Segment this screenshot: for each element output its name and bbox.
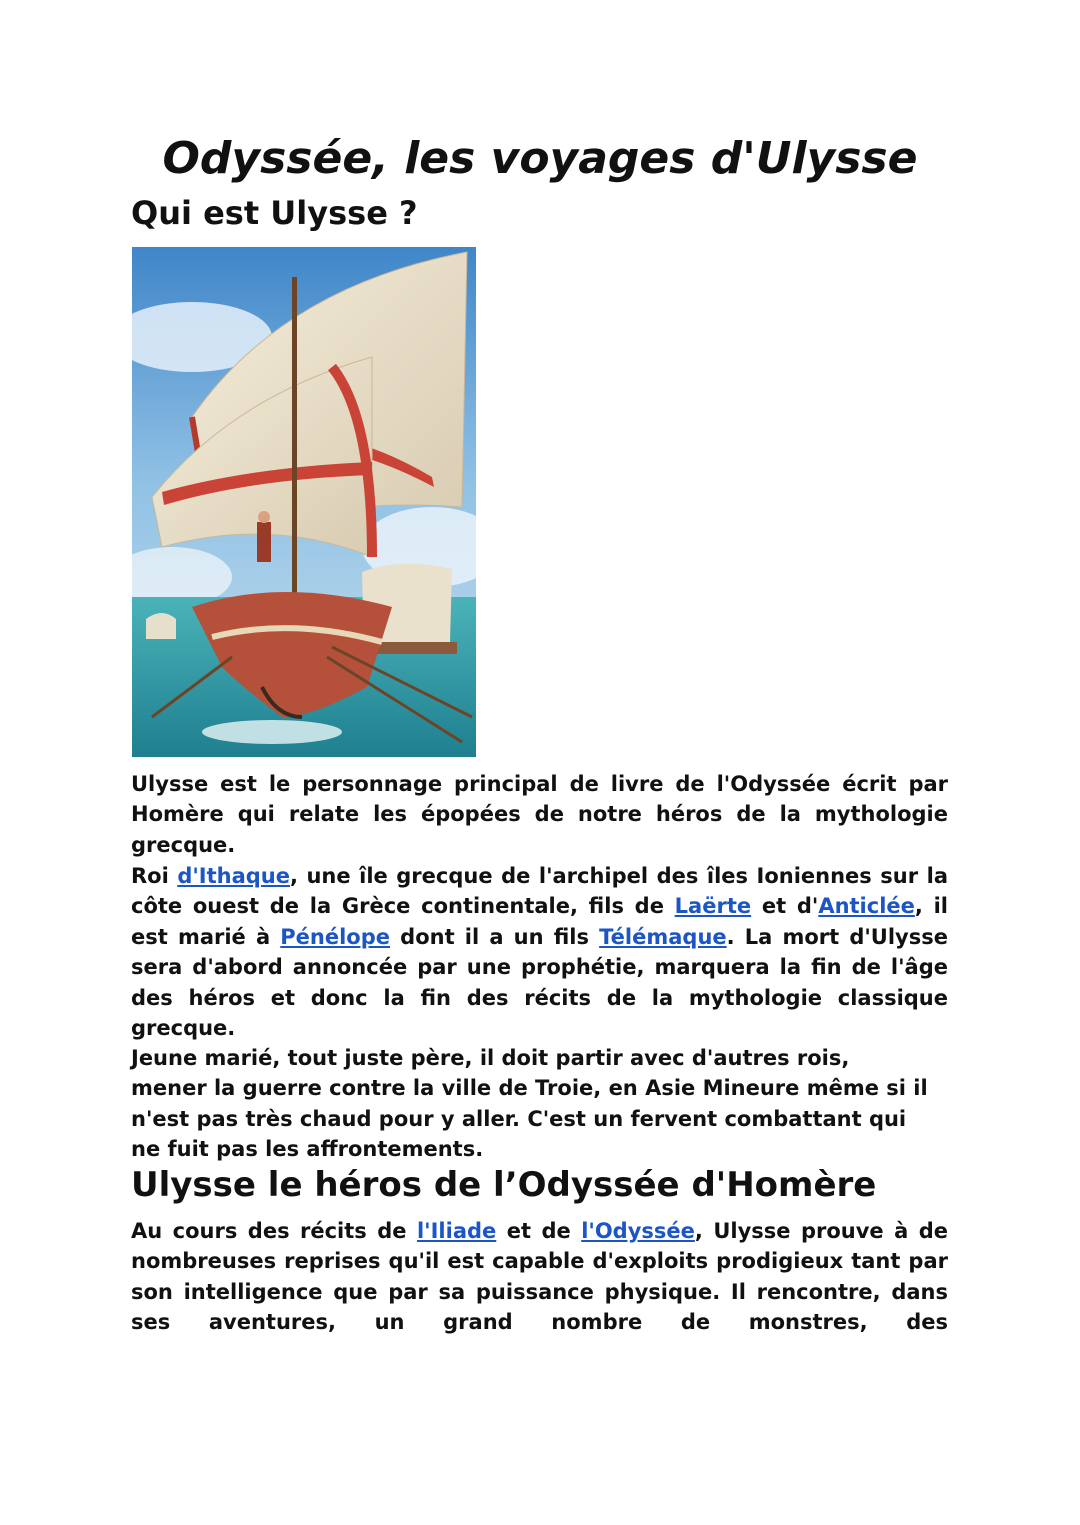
text-span: . La mort d'Ulysse sera d'abord annoncée par une prophétie, marquera la fin de l'âge des héros et donc la fin des récits de la mythologie classique grecque. xyxy=(131,924,948,1041)
paragraph-exploits xyxy=(131,1216,948,1338)
text-span: , Ulysse prouve à de nombreuses reprises qu'il est capable d'exploits prodigieux tant par son intelligence que par sa puissance physique. Il rencontre, dans ses aventures, un grand nombre de monstres, des xyxy=(131,1219,948,1335)
text-span: et de xyxy=(496,1219,582,1243)
link-ithaque[interactable]: d'Ithaque xyxy=(177,864,290,888)
link-penelope[interactable]: Pénélope xyxy=(280,924,391,949)
document-title: Odyssée, les voyages d'Ulysse xyxy=(162,133,918,184)
text-span: dont il a un fils xyxy=(390,924,600,949)
paragraph-war: Jeune marié, tout juste père, il doit partir avec d'autres rois, mener la guerre contre la ville de Troie, en Asie Mineure même si il n'est pas très chaud pour y aller. C'est un fervent combattant qui ne fuit pas les affrontements. xyxy=(131,1046,928,1162)
link-laerte[interactable]: Laërte xyxy=(674,894,752,919)
link-telemaque[interactable]: Télémaque xyxy=(599,924,727,949)
ship-illustration xyxy=(132,247,476,757)
link-iliade[interactable]: l'Iliade xyxy=(416,1219,497,1243)
text-span: Roi xyxy=(131,864,178,888)
section-heading-heros: Ulysse le héros de l’Odyssée d'Homère xyxy=(131,1165,877,1205)
text-span: et d' xyxy=(751,894,819,919)
section-heading-qui-est-ulysse: Qui est Ulysse ? xyxy=(131,194,418,232)
text-span: , une île grecque de l'archipel des îles Ioniennes sur la côte ouest de la Grèce continentale, fils de xyxy=(131,864,948,919)
link-odyssee[interactable]: l'Odyssée xyxy=(581,1219,695,1243)
paragraph-family xyxy=(131,861,948,1043)
link-anticlee[interactable]: Anticlée xyxy=(818,894,915,919)
paragraph-intro: Ulysse est le personnage principal de livre de l'Odyssée écrit par Homère qui relate les épopées de notre héros de la mythologie grecque. xyxy=(131,772,948,857)
text-span: , il est marié à xyxy=(131,894,948,949)
text-span: Au cours des récits de xyxy=(131,1219,417,1243)
